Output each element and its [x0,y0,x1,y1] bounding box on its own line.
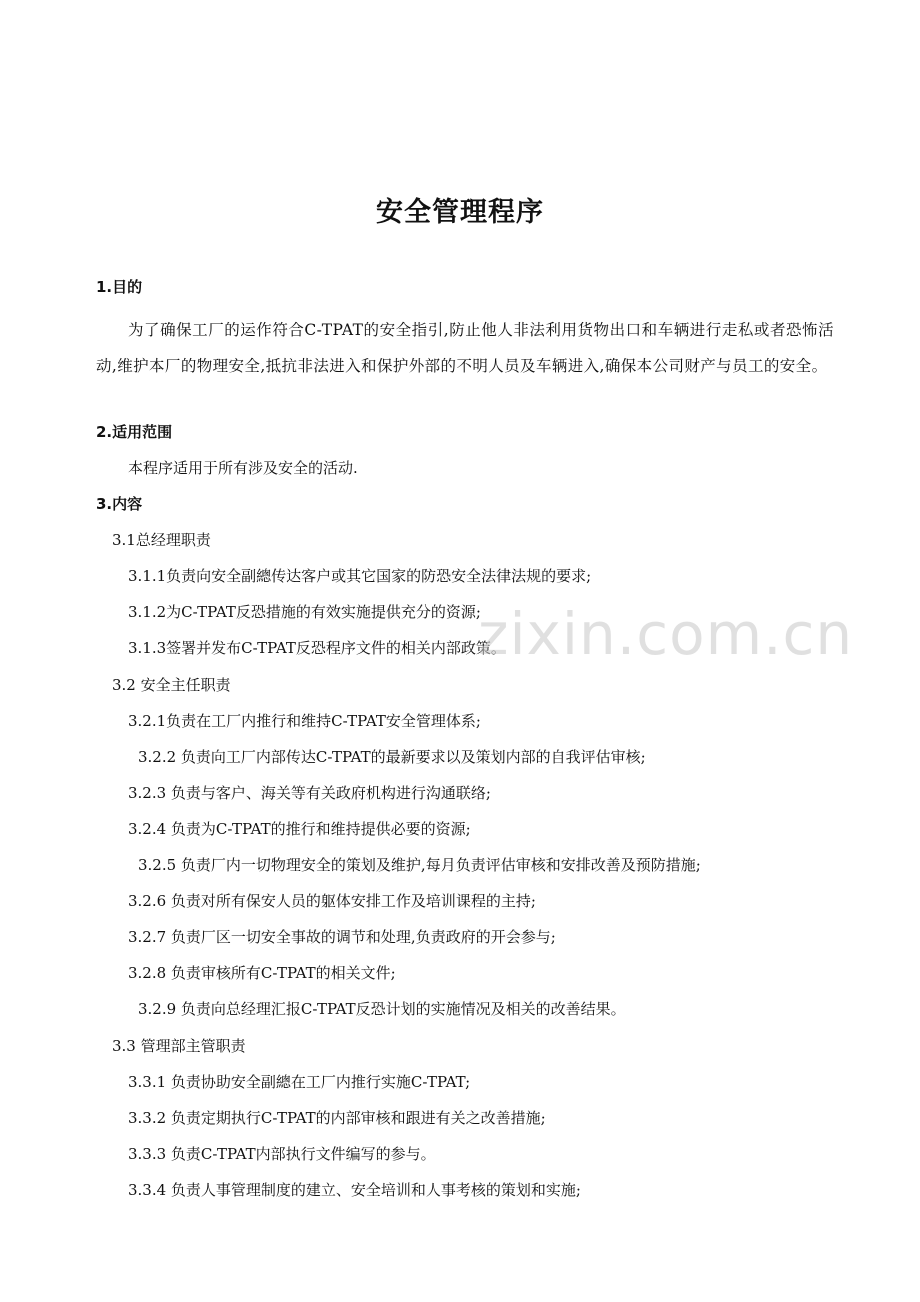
list-item: 3.1.1负责向安全副總传达客户或其它国家的防恐安全法律法规的要求; [128,567,592,585]
list-item: 3.2.3 负责与客户、海关等有关政府机构进行沟通联络; [128,784,491,802]
section-heading-content: 3.内容 [96,495,143,513]
section-body-scope: 本程序适用于所有涉及安全的活动. [128,459,358,477]
subsection-heading-admin-manager: 3.3 管理部主管职责 [112,1037,246,1055]
subsection-heading-gm: 3.1总经理职责 [112,531,211,549]
list-item: 3.2.1负责在工厂内推行和维持C-TPAT安全管理体系; [128,712,481,730]
watermark: zixin.com.cn [478,600,854,668]
list-item: 3.2.4 负责为C-TPAT的推行和维持提供必要的资源; [128,820,471,838]
page-title: 安全管理程序 [376,197,544,228]
section-heading-scope: 2.适用范围 [96,423,173,441]
list-item: 3.2.8 负责审核所有C-TPAT的相关文件; [128,964,396,982]
list-item: 3.3.4 负责人事管理制度的建立、安全培训和人事考核的策划和实施; [128,1181,581,1199]
list-item: 3.3.3 负责C-TPAT内部执行文件编写的参与。 [128,1145,436,1163]
list-item: 3.1.2为C-TPAT反恐措施的有效实施提供充分的资源; [128,603,481,621]
list-item: 3.2.5 负责厂内一切物理安全的策划及维护,每月负责评估审核和安排改善及预防措施; [138,856,701,874]
section-heading-purpose: 1.目的 [96,278,143,296]
list-item: 3.2.9 负责向总经理汇报C-TPAT反恐计划的实施情况及相关的改善结果。 [138,1000,626,1018]
list-item: 3.2.6 负责对所有保安人员的躯体安排工作及培训课程的主持; [128,892,536,910]
list-item: 3.2.2 负责向工厂内部传达C-TPAT的最新要求以及策划内部的自我评估审核; [138,748,646,766]
section-body-purpose: 为了确保工厂的运作符合C-TPAT的安全指引,防止他人非法利用货物出口和车辆进行走私或者恐怖活动,维护本厂的物理安全,抵抗非法进入和保护外部的不明人员及车辆进入,确保本公司财产与员工的安全。 [96,321,834,375]
subsection-heading-safety-officer: 3.2 安全主任职责 [112,676,231,694]
list-item: 3.3.1 负责协助安全副總在工厂内推行实施C-TPAT; [128,1073,471,1091]
list-item: 3.1.3签署并发布C-TPAT反恐程序文件的相关内部政策。 [128,639,506,657]
list-item: 3.2.7 负责厂区一切安全事故的调节和处理,负责政府的开会参与; [128,928,556,946]
list-item: 3.3.2 负责定期执行C-TPAT的内部审核和跟进有关之改善措施; [128,1109,546,1127]
